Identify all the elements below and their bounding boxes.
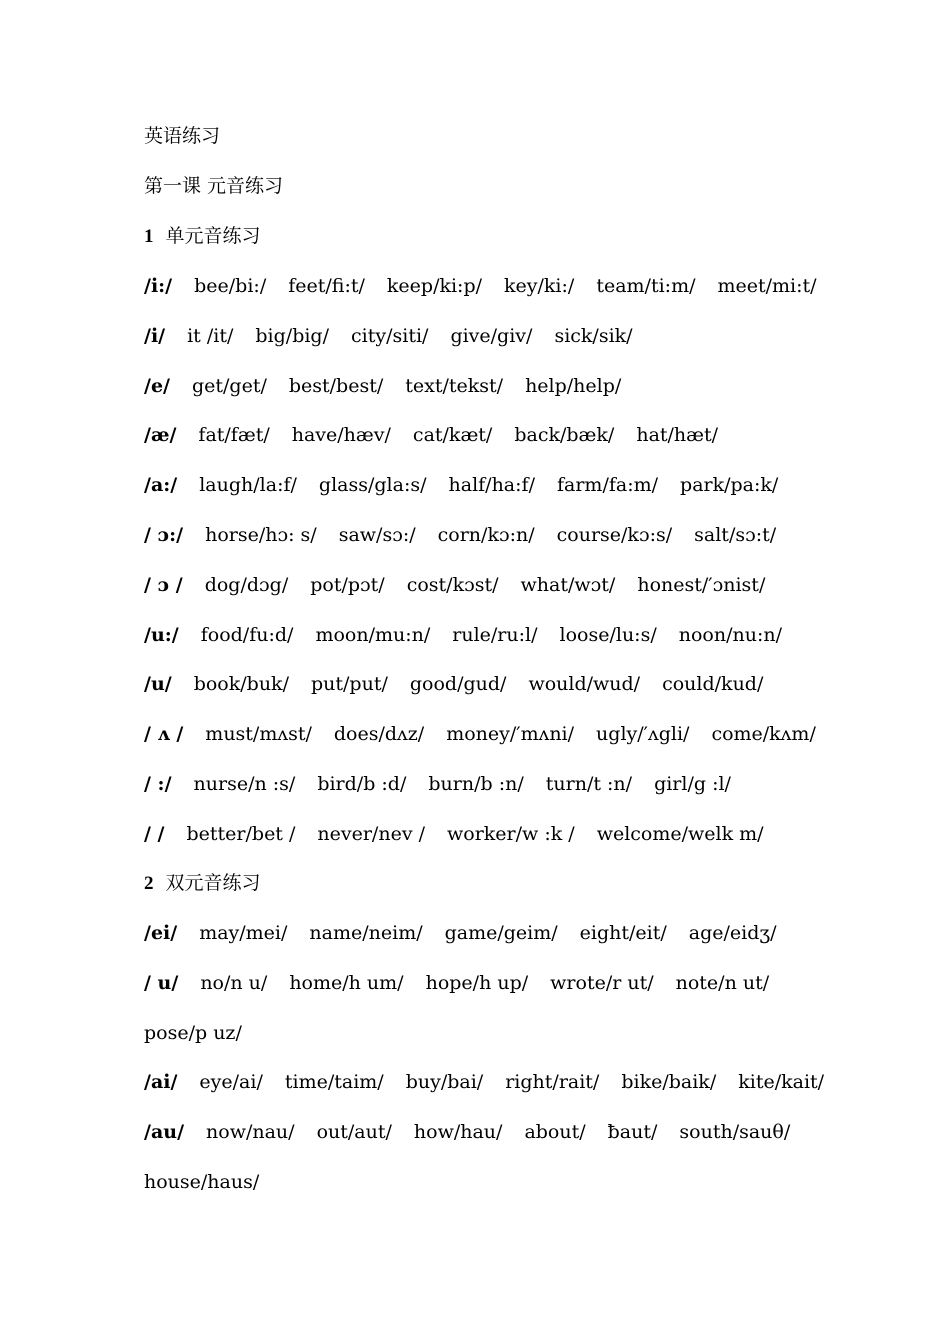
example-word: may/mei/ xyxy=(199,922,288,944)
example-word: good/gud/ xyxy=(409,673,507,696)
example-word: ƀaut/ xyxy=(607,1121,658,1144)
example-word: team/ti:m/ xyxy=(596,275,696,297)
section-number: 1 xyxy=(144,226,154,247)
example-word: back/bæk/ xyxy=(514,424,615,447)
example-word: worker/w :k / xyxy=(447,822,575,845)
example-word: come/kʌm/ xyxy=(711,723,816,746)
phonetic-row xyxy=(144,573,844,597)
example-word: have/hæv/ xyxy=(291,424,391,447)
example-word: ugly/′ʌgli/ xyxy=(596,723,690,746)
example-word: corn/kɔ:n/ xyxy=(437,524,535,546)
phonetic-row xyxy=(144,971,844,995)
example-word: put/put/ xyxy=(310,673,388,696)
example-word: bike/baik/ xyxy=(621,1071,717,1094)
phoneme-symbol: /æ/ xyxy=(144,424,177,447)
example-word: how/hau/ xyxy=(413,1121,503,1144)
example-word: cat/kæt/ xyxy=(412,424,493,447)
example-word: give/giv/ xyxy=(450,324,533,347)
phoneme-symbol: / ɔ / xyxy=(144,573,183,596)
example-word: laugh/la:f/ xyxy=(199,474,297,497)
phoneme-symbol: /u/ xyxy=(144,673,172,696)
section-number: 2 xyxy=(144,873,154,894)
example-word: note/n ut/ xyxy=(675,971,770,994)
example-word: get/get/ xyxy=(191,374,267,397)
lesson-title: 第一课 元音练习 xyxy=(144,175,284,197)
example-word: could/kud/ xyxy=(662,673,764,696)
phonetic-row xyxy=(144,374,844,398)
phoneme-symbol: / ɔ:/ xyxy=(144,524,184,546)
example-word: does/dʌz/ xyxy=(333,723,425,746)
section-heading-diphthongs xyxy=(144,871,844,896)
example-word: best/best/ xyxy=(288,374,384,397)
phoneme-symbol: /au/ xyxy=(144,1121,185,1144)
phonetic-row xyxy=(144,722,844,746)
example-word: course/kɔ:s/ xyxy=(556,524,673,546)
example-word: pot/pɔt/ xyxy=(310,573,385,596)
example-word: meet/mi:t/ xyxy=(717,275,817,297)
example-word: better/bet / xyxy=(186,822,296,845)
example-word: glass/gla:s/ xyxy=(318,474,427,497)
example-word: hat/hæt/ xyxy=(636,424,719,447)
example-word: never/nev / xyxy=(317,822,425,845)
example-word: loose/lu:s/ xyxy=(559,623,657,646)
example-word: fat/fæt/ xyxy=(198,424,270,447)
example-word: bird/b :d/ xyxy=(317,773,407,795)
example-word: book/buk/ xyxy=(193,673,289,696)
document-title: 英语练习 xyxy=(144,125,221,147)
phoneme-symbol: /i/ xyxy=(144,324,166,347)
phonetic-row xyxy=(144,1170,844,1194)
phoneme-symbol: / :/ xyxy=(144,773,172,795)
phonetic-row xyxy=(144,1120,844,1144)
example-word: nurse/n :s/ xyxy=(193,773,296,795)
phoneme-symbol: / u/ xyxy=(144,971,179,994)
example-word: city/siti/ xyxy=(351,324,429,347)
example-word: kite/kait/ xyxy=(738,1071,825,1094)
example-word: food/fu:d/ xyxy=(200,623,294,646)
phonetic-row xyxy=(144,523,844,547)
example-word: no/n u/ xyxy=(200,971,268,994)
example-word: girl/g :l/ xyxy=(654,773,731,795)
example-word: age/eidʒ/ xyxy=(688,922,777,944)
phonetic-row xyxy=(144,324,844,348)
phoneme-symbol: /u:/ xyxy=(144,623,179,646)
example-word: moon/mu:n/ xyxy=(315,623,431,646)
phonetic-row xyxy=(144,423,844,447)
example-word: wrote/r ut/ xyxy=(550,971,654,994)
example-word: rule/ru:l/ xyxy=(452,623,538,646)
example-word: cost/kɔst/ xyxy=(406,573,499,596)
phonetic-row xyxy=(144,274,844,298)
example-word: salt/sɔ:t/ xyxy=(694,524,777,546)
phoneme-symbol: /e/ xyxy=(144,374,170,397)
example-word: key/ki:/ xyxy=(504,275,575,297)
example-word: text/tekst/ xyxy=(405,374,504,397)
example-word: sick/sik/ xyxy=(554,324,633,347)
example-word: it /it/ xyxy=(187,324,234,347)
example-word: half/ha:f/ xyxy=(448,474,535,497)
example-word: pose/p uz/ xyxy=(144,1021,242,1044)
phonetic-row xyxy=(144,473,844,497)
example-word: feet/fi:t/ xyxy=(288,275,365,297)
example-word: horse/hɔ: s/ xyxy=(205,524,317,546)
phoneme-symbol: /i:/ xyxy=(144,275,173,297)
phoneme-symbol: / ʌ / xyxy=(144,723,184,746)
section-label: 单元音练习 xyxy=(165,225,261,247)
example-word: farm/fa:m/ xyxy=(556,474,659,497)
phoneme-symbol: / / xyxy=(144,822,165,845)
example-word: money/′mʌni/ xyxy=(446,723,575,746)
example-word: noon/nu:n/ xyxy=(678,623,783,646)
phonetic-row xyxy=(144,822,844,846)
example-word: dog/dɔg/ xyxy=(204,573,289,596)
example-word: house/haus/ xyxy=(144,1171,260,1193)
phonetic-row xyxy=(144,1021,844,1045)
phonetic-row xyxy=(144,672,844,696)
phonetic-row xyxy=(144,1070,844,1094)
phonetic-row xyxy=(144,623,844,647)
example-word: game/geim/ xyxy=(444,922,558,944)
example-word: hope/h up/ xyxy=(425,971,529,994)
example-word: turn/t :n/ xyxy=(545,773,633,795)
example-word: help/help/ xyxy=(525,374,622,397)
example-word: what/wɔt/ xyxy=(520,573,616,596)
example-word: eye/ai/ xyxy=(199,1071,263,1094)
example-word: right/rait/ xyxy=(505,1071,600,1094)
example-word: big/big/ xyxy=(255,324,329,347)
section-heading-monophthongs xyxy=(144,224,844,249)
phoneme-symbol: /ei/ xyxy=(144,922,178,944)
phonetic-row xyxy=(144,921,844,945)
example-word: honest/′ɔnist/ xyxy=(637,573,766,596)
example-word: about/ xyxy=(524,1121,586,1144)
example-word: welcome/welk m/ xyxy=(596,822,764,845)
example-word: out/aut/ xyxy=(316,1121,392,1144)
example-word: burn/b :n/ xyxy=(428,773,524,795)
example-word: would/wud/ xyxy=(528,673,641,696)
phonetic-row xyxy=(144,772,844,796)
example-word: saw/sɔ:/ xyxy=(338,524,416,546)
example-word: keep/ki:p/ xyxy=(386,275,483,297)
phoneme-symbol: /a:/ xyxy=(144,474,178,497)
example-word: name/neim/ xyxy=(309,922,423,944)
example-word: south/sauθ/ xyxy=(679,1121,791,1144)
example-word: home/h um/ xyxy=(289,971,404,994)
example-word: must/mʌst/ xyxy=(205,723,312,746)
example-word: park/pa:k/ xyxy=(680,474,779,497)
example-word: now/nau/ xyxy=(206,1121,295,1144)
example-word: bee/bi:/ xyxy=(194,275,267,297)
example-word: buy/bai/ xyxy=(405,1071,484,1094)
example-word: time/taim/ xyxy=(284,1071,384,1094)
section-label: 双元音练习 xyxy=(165,872,261,894)
phoneme-symbol: /ai/ xyxy=(144,1071,178,1094)
example-word: eight/eit/ xyxy=(579,922,667,944)
